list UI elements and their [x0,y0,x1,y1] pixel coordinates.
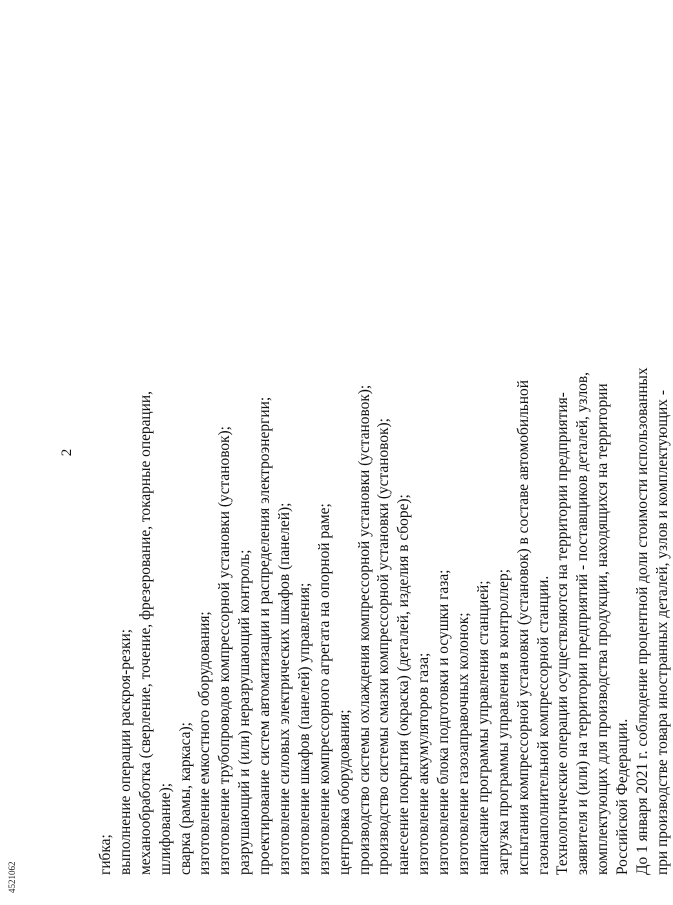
text-line: разрушающий и (или) неразрушающий контроль; [236,549,254,875]
text-line: изготовление компрессорного агрегата на опорной раме; [315,503,333,875]
rotated-content [58,30,671,875]
text-line: загрузка программы управления в контроллер; [494,569,512,875]
text-line: выполнение операции раскроя-резки; [116,628,134,875]
text-line: производство системы охлаждения компрессорной установки (установок); [355,384,373,875]
text-line: До 1 января 2021 г. соблюдение процентной доли стоимости использованных [634,367,652,875]
text-line: изготовление аккумуляторов газа; [415,652,433,875]
text-line: газонаполнительной компрессорной станции. [534,575,552,875]
text-line: изготовление силовых электрических шкафов (панелей); [276,502,294,875]
text-line: центровка оборудования; [335,709,353,875]
text-line: производство системы смазки компрессорной установки (установок); [375,418,393,875]
text-line: изготовление газозаправочных колонок; [455,612,473,875]
text-line: Технологические операции осуществляются на территории предприятия- [554,392,572,875]
text-line: проектирование систем автоматизации и распределения электроэнергии; [256,396,274,875]
text-line: механообработка (сверление, точение, фрезерование, токарные операции, [136,391,154,875]
text-line: Российской Федерации. [614,718,632,875]
text-line: нанесение покрытия (окраска) (деталей, изделия в сборе); [395,494,413,875]
text-line: при производстве товара иностранных деталей, узлов и комплектующих - [653,390,671,875]
text-line: изготовление шкафов (панелей) управления; [295,582,313,875]
text-line: изготовление блока подготовки и осушки газа; [435,569,453,875]
text-line: шлифование); [156,782,174,875]
text-line: заявителя и (или) на территории предприятий - поставщиков деталей, узлов, [574,372,592,875]
page-number: 2 [59,448,75,457]
document-id: 4521062 [7,861,17,893]
text-line: испытания компрессорной установки (установок) в составе автомобильной [514,380,532,875]
text-line: изготовление трубопроводов компрессорной установки (установок); [216,426,234,875]
text-line: написание программы управления станцией; [474,580,492,875]
rotated-text-area [58,30,671,875]
document-id-margin [7,835,19,895]
text-line: комплектующих для производства продукции, находящихся на территории [594,383,612,875]
text-body [96,30,673,875]
text-line: изготовление емкостного оборудования; [196,611,214,875]
text-line: гибка; [97,834,114,875]
text-line: сварка (рамы, каркаса); [176,722,194,875]
